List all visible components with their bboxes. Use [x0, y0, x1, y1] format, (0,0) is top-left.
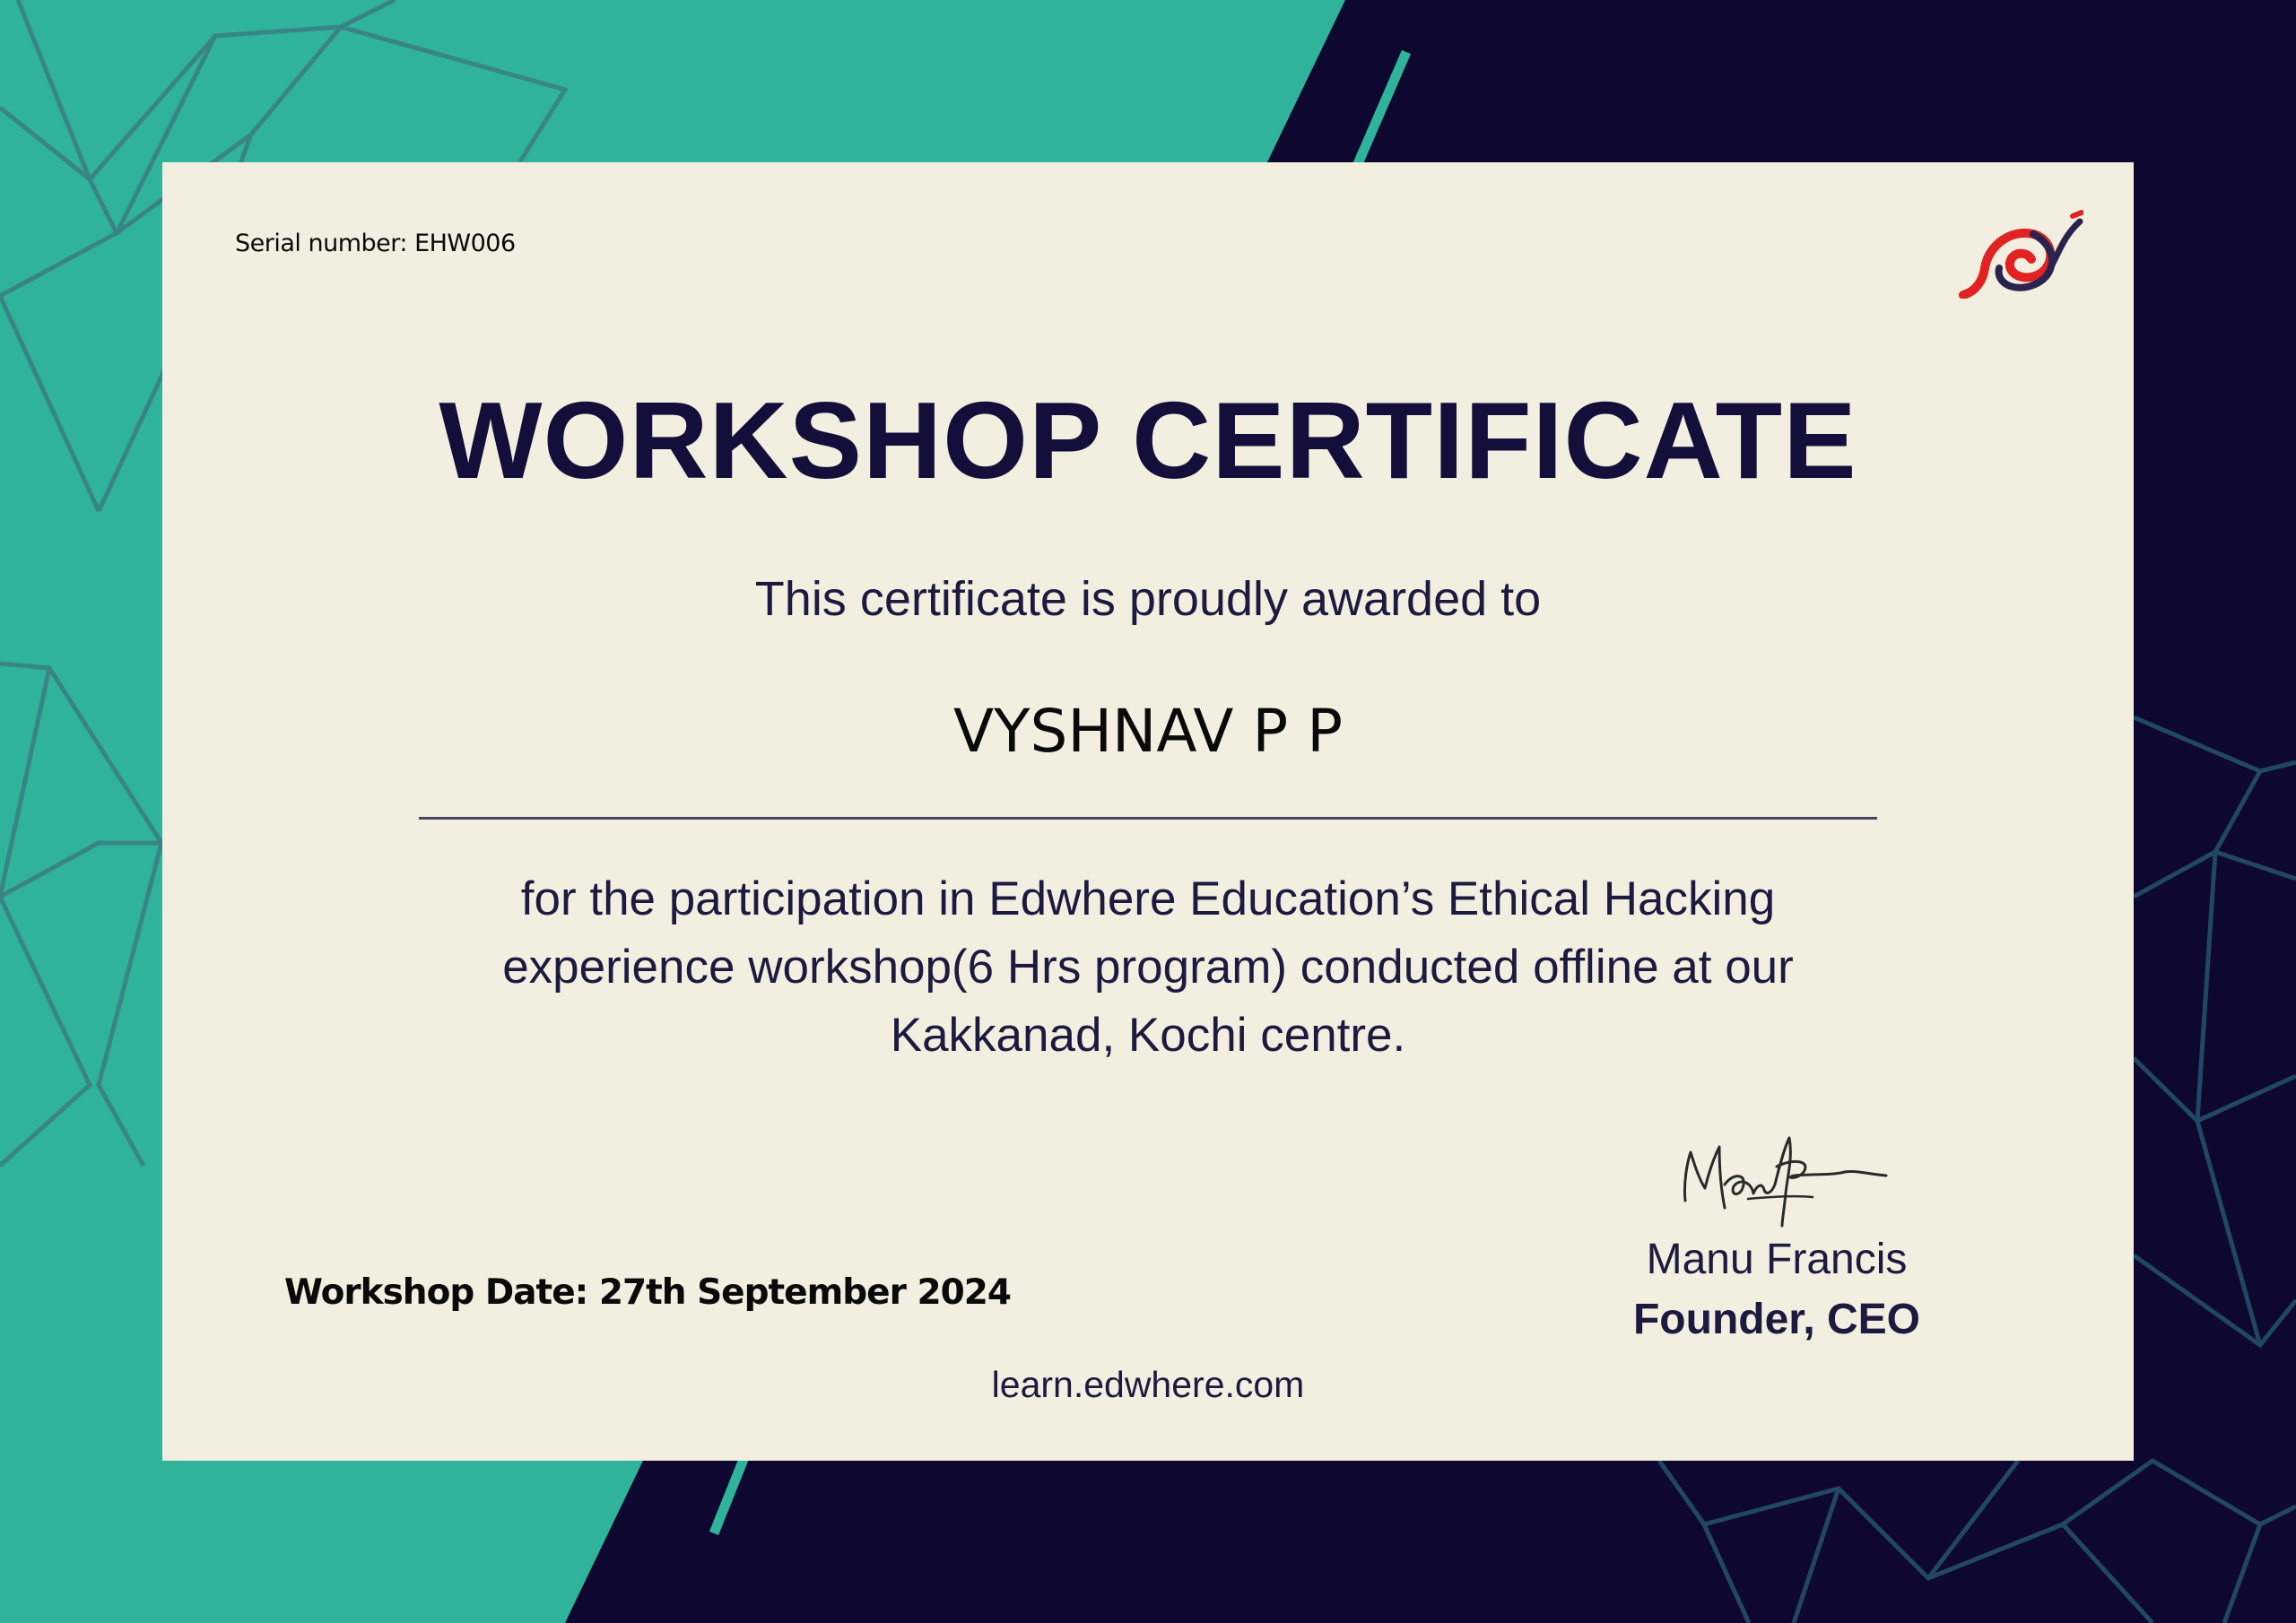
- description-line: experience workshop(6 Hrs program) conducted offline at our: [502, 941, 1794, 994]
- description-line: for the participation in Edwhere Education’s Ethical Hacking: [520, 872, 1776, 925]
- certificate-title: WORKSHOP CERTIFICATE: [439, 379, 1857, 501]
- signer-name: Manu Francis: [1646, 1236, 1908, 1283]
- handwritten-signature: [1678, 1131, 1893, 1229]
- recipient-name: VYSHNAV P P: [953, 697, 1343, 766]
- spiral-logo-icon: [1958, 209, 2083, 299]
- participation-description: [431, 865, 1865, 1070]
- description-line: Kakkanad, Kochi centre.: [890, 1009, 1406, 1062]
- workshop-date: Workshop Date: 27th September 2024: [284, 1272, 1011, 1313]
- name-underline: [419, 817, 1877, 820]
- serial-number: Serial number: EHW006: [235, 230, 516, 257]
- certificate-card: [162, 162, 2134, 1461]
- awarded-text: This certificate is proudly awarded to: [754, 572, 1542, 626]
- website-link[interactable]: learn.edwhere.com: [991, 1364, 1305, 1405]
- signer-role: Founder, CEO: [1632, 1296, 1920, 1343]
